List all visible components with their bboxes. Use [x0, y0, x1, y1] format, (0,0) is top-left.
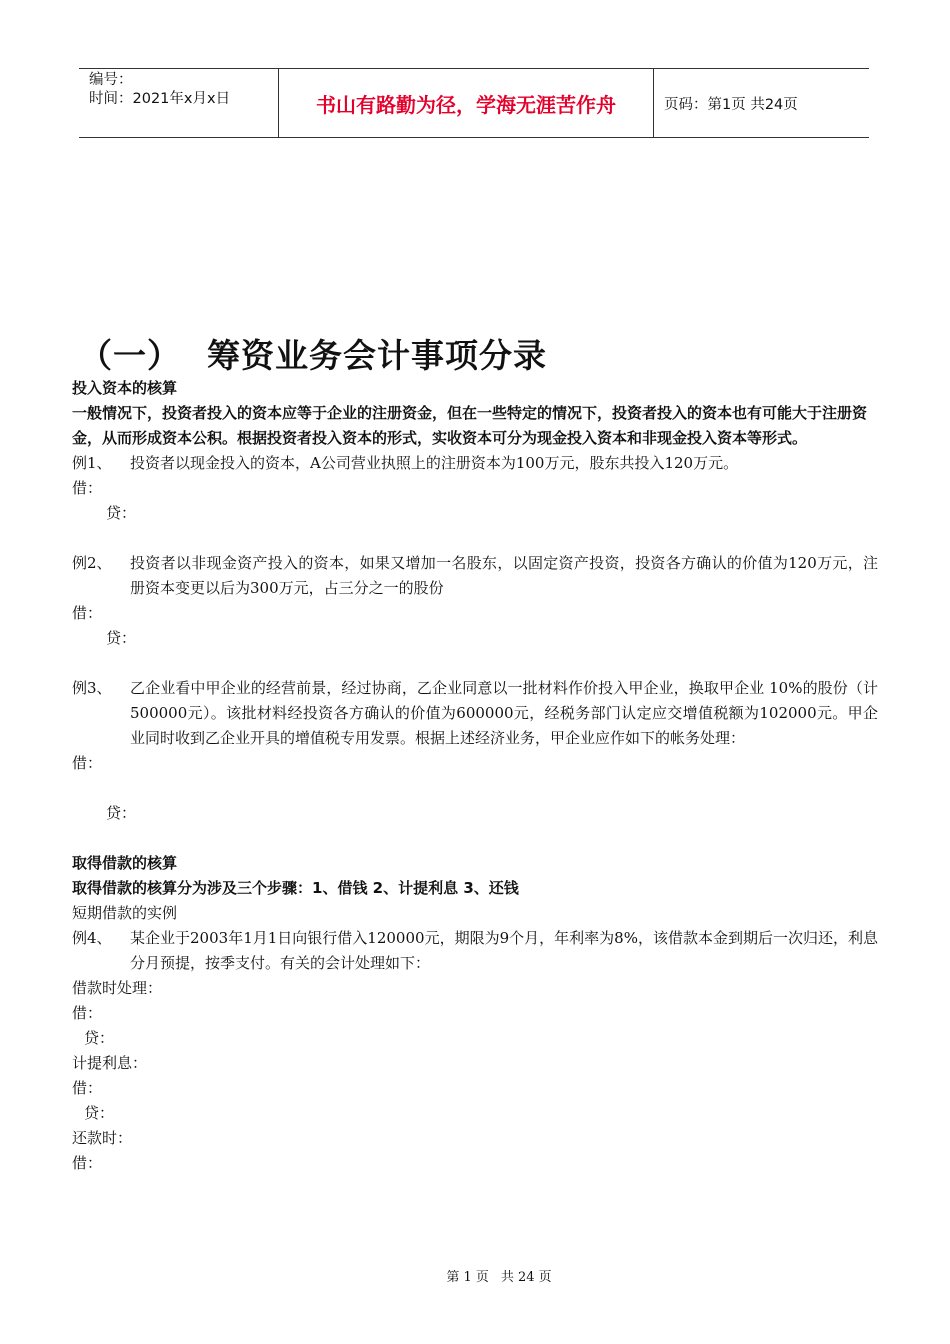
document-id-label: 编号：	[89, 72, 133, 88]
footer-total: 共 24 页	[500, 1270, 552, 1285]
accrue-step-label: 计提利息：	[72, 1054, 148, 1072]
credit-line: 贷：	[106, 804, 137, 822]
section-intro: 一般情况下，投资者投入的资本应等于企业的注册资金，但在一些特定的情况下，投资者投入的资本也有可能大于注册资金，从而形成资本公积。根据投资者投入资本的形式，实收资本可分为现金投入资本和非现金投入资本等形式。	[72, 404, 868, 447]
debit-line: 借：	[72, 479, 103, 497]
debit-line: 借：	[72, 604, 103, 622]
section-heading: 投入资本的核算	[72, 379, 178, 397]
debit-line: 借：	[72, 1004, 103, 1022]
page-title	[79, 330, 547, 377]
example-text: 某企业于2003年1月1日向银行借入120000元，期限为9个月，年利率为8%，该借款本金到期后一次归还，利息分月预提，按季支付。有关的会计处理如下：	[130, 929, 878, 972]
example-3	[72, 676, 878, 751]
example-2	[72, 551, 878, 601]
debit-line: 借：	[72, 1154, 103, 1172]
document-time-label: 时间：2021年x月x日	[89, 91, 231, 107]
example-text: 投资者以现金投入的资本，A公司营业执照上的注册资本为100万元，股东共投入120万元。	[130, 454, 739, 472]
subsection-label: 短期借款的实例	[72, 904, 178, 922]
header-motto: 书山有路勤为径，学海无涯苦作舟	[279, 69, 654, 137]
example-label: 例2、	[72, 554, 112, 572]
debit-line: 借：	[72, 754, 103, 772]
debit-line: 借：	[72, 1079, 103, 1097]
example-1	[72, 451, 878, 476]
repay-step-label: 还款时：	[72, 1129, 133, 1147]
example-4	[72, 926, 878, 976]
credit-line: 贷：	[84, 1029, 115, 1047]
example-label: 例4、	[72, 929, 112, 947]
example-text: 投资者以非现金资产投入的资本，如果又增加一名股东，以固定资产投资，投资各方确认的价值为120万元，注册资本变更以后为300万元，占三分之一的股份	[130, 554, 878, 597]
example-label: 例1、	[72, 454, 112, 472]
credit-line: 贷：	[84, 1104, 115, 1122]
example-text: 乙企业看中甲企业的经营前景，经过协商，乙企业同意以一批材料作价投入甲企业，换取甲企业 10%的股份（计500000元）。该批材料经投资各方确认的价值为600000元，经税务部门认定应交增值税额为102000元。甲企业同时收到乙企业开具的增值税专用发票。根据上述经济业务，甲企业应作如下的帐务处理：	[130, 679, 878, 747]
section-steps: 取得借款的核算分为涉及三个步骤：1、借钱 2、计提利息 3、还钱	[72, 879, 519, 897]
page-footer	[0, 1266, 950, 1285]
credit-line: 贷：	[106, 504, 137, 522]
section-heading: 取得借款的核算	[72, 854, 178, 872]
footer-page: 第 1 页	[446, 1270, 489, 1285]
credit-line: 贷：	[106, 629, 137, 647]
header-meta	[79, 69, 279, 137]
header-page-number: 页码：第1页 共24页	[664, 96, 798, 113]
example-label: 例3、	[72, 679, 112, 697]
page-header	[79, 68, 869, 138]
document-body	[72, 376, 878, 1176]
title-number: （一）	[79, 336, 181, 375]
borrow-step-label: 借款时处理：	[72, 979, 163, 997]
title-text: 筹资业务会计事项分录	[207, 336, 547, 375]
